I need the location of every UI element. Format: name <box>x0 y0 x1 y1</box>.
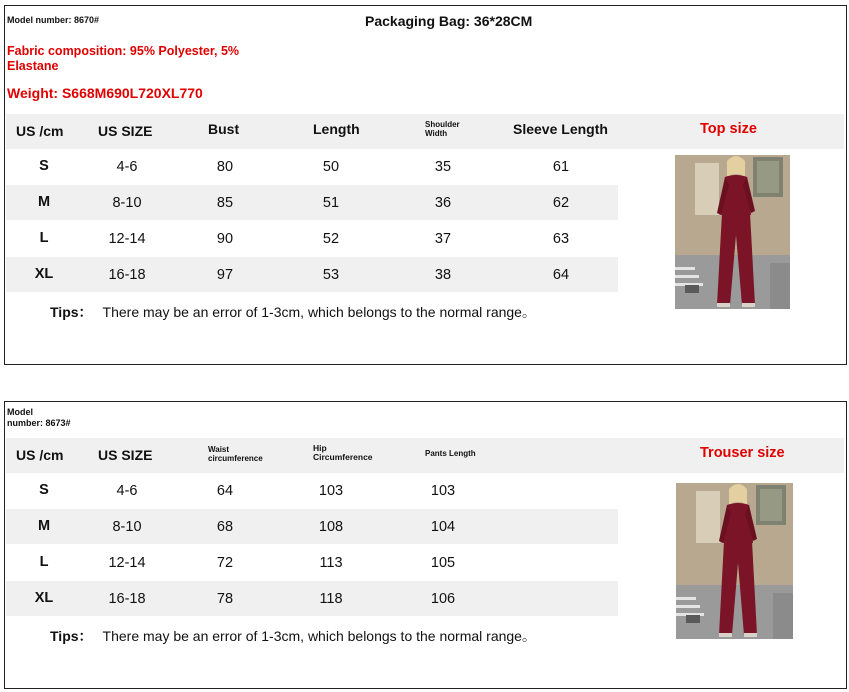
table-row: M 8-10 85 51 36 62 <box>6 185 618 220</box>
product-photo-trouser <box>676 483 793 639</box>
section-title-top-size: Top size <box>700 121 757 137</box>
header-length: Length <box>313 121 360 137</box>
header-us-cm: US /cm <box>16 447 64 463</box>
header-pants-length: Pants Length <box>425 449 476 458</box>
table-row: S 4-6 64 103 103 <box>39 482 456 499</box>
header-sleeve-length: Sleeve Length <box>513 121 608 137</box>
header-shoulder-width: Shoulder Width <box>425 120 460 138</box>
header-us-cm: US /cm <box>16 123 64 139</box>
packaging-size: Packaging Bag: 36*28CM <box>365 13 533 29</box>
table-row: L 12-14 90 52 37 63 <box>39 230 570 247</box>
model-number: Model number: 8670# <box>7 15 100 25</box>
table-row: L 12-14 72 113 105 <box>39 554 456 571</box>
weight-info: Weight: S668M690L720XL770 <box>7 85 203 101</box>
tips-note: Tips： There may be an error of 1-3cm, which belongs to the normal range。 <box>50 628 536 644</box>
header-us-size: US SIZE <box>98 123 153 139</box>
model-wearing-set-image <box>675 155 790 309</box>
model-wearing-set-image <box>676 483 793 639</box>
trouser-size-panel <box>4 401 847 689</box>
top-size-panel <box>4 5 847 365</box>
header-waist-circumference: Waist circumference <box>208 445 263 463</box>
tips-note: Tips： There may be an error of 1-3cm, which belongs to the normal range。 <box>50 304 536 320</box>
header-hip-circumference: Hip Circumference <box>313 443 373 462</box>
product-photo-top <box>675 155 790 309</box>
table-row: XL 16-18 97 53 38 64 <box>6 257 618 292</box>
table-row: M 8-10 68 108 104 <box>6 509 618 544</box>
table-row: XL 16-18 78 118 106 <box>6 581 618 616</box>
section-title-trouser-size: Trouser size <box>700 445 785 461</box>
header-us-size: US SIZE <box>98 447 153 463</box>
model-number: Model number: 8673# <box>7 407 71 428</box>
header-bust: Bust <box>208 121 240 137</box>
fabric-composition: Fabric composition: 95% Polyester, 5% Elastane <box>7 44 240 73</box>
table-row: S 4-6 80 50 35 61 <box>39 158 570 175</box>
